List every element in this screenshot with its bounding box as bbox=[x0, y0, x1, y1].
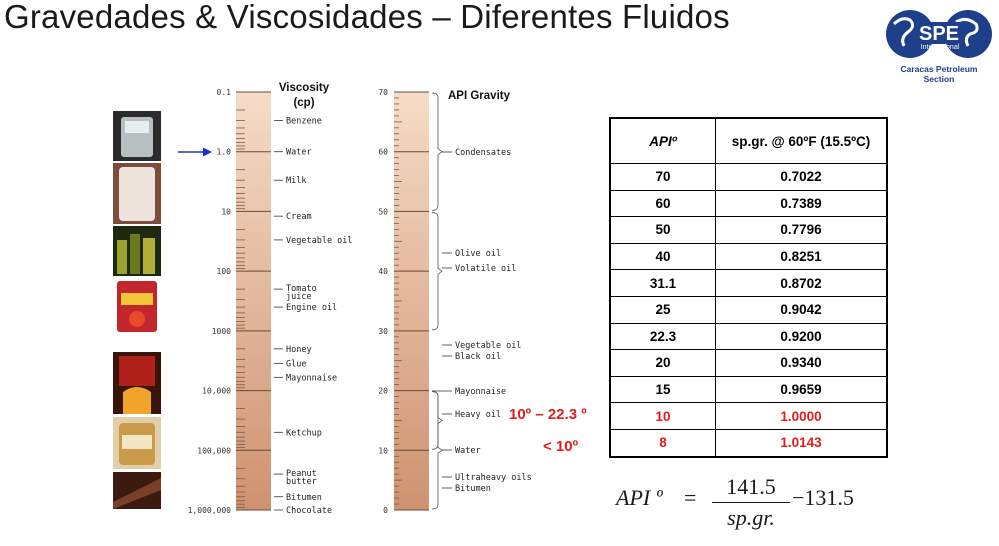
table-row bbox=[610, 217, 887, 244]
formula-fraction-bar bbox=[712, 502, 790, 503]
api-value-cell: 15 bbox=[610, 376, 716, 403]
viscosity-tick-label-5: 10,000 bbox=[202, 386, 231, 396]
sp-gr-value-cell: 0.7022 bbox=[716, 164, 888, 191]
table-row bbox=[610, 164, 887, 191]
viscosity-annotation-2: Milk bbox=[286, 176, 307, 187]
table-row bbox=[610, 296, 887, 323]
api-value-cell: 40 bbox=[610, 243, 716, 270]
api-annotation-7: Water bbox=[455, 446, 481, 456]
api-annotation-8: Ultraheavy oils bbox=[455, 473, 532, 483]
viscosity-tick-label-6: 100,000 bbox=[197, 446, 231, 456]
viscosity-annotation-10: Ketchup bbox=[286, 428, 322, 439]
table-row bbox=[610, 270, 887, 297]
ultraheavy-range-label: < 10º bbox=[543, 438, 579, 455]
viscosity-annotation-0: Benzene bbox=[286, 116, 322, 127]
api-range-bracket-7 bbox=[432, 392, 442, 509]
viscosity-annotation-4: Vegetable oil bbox=[286, 235, 353, 246]
viscosity-annotation-12: Bitumen bbox=[286, 492, 322, 503]
table-row bbox=[610, 323, 887, 350]
table-row bbox=[610, 243, 887, 270]
table-row bbox=[610, 350, 887, 377]
viscosity-annotation-6: Engine oil bbox=[286, 303, 338, 314]
api-annotation-6: Heavy oil bbox=[455, 410, 502, 420]
sp-gr-value-cell: 0.9042 bbox=[716, 296, 888, 323]
water-arrow-icon bbox=[203, 148, 212, 157]
viscosity-annotation-1: Water bbox=[286, 147, 312, 158]
api-value-cell: 22.3 bbox=[610, 323, 716, 350]
table-header-api: APIº bbox=[610, 118, 716, 164]
viscosity-annotation-3: Cream bbox=[286, 212, 312, 223]
table-row bbox=[610, 190, 887, 217]
viscosity-scale-unit: (cp) bbox=[293, 97, 315, 109]
formula-tail: −131.5 bbox=[792, 485, 854, 510]
sp-gr-header-text: sp.gr. @ 60ºF (15.5ºC) bbox=[731, 133, 871, 149]
viscosity-annotation-11: Peanut butter bbox=[286, 469, 317, 488]
api-value-cell: 25 bbox=[610, 296, 716, 323]
table-row bbox=[610, 403, 887, 430]
api-annotation-2: Volatile oil bbox=[455, 264, 517, 274]
api-range-bracket-0 bbox=[432, 93, 442, 210]
logo-caption: Caracas Petroleum Section bbox=[900, 64, 978, 84]
viscosity-tick-label-1: 1.0 bbox=[216, 147, 231, 157]
formula-equals: = bbox=[684, 485, 697, 510]
api-annotation-3: Vegetable oil bbox=[455, 341, 522, 351]
api-annotation-0: Condensates bbox=[455, 148, 512, 158]
sp-gr-value-cell: 0.7796 bbox=[716, 217, 888, 244]
api-tick-label-6: 60 bbox=[378, 147, 388, 157]
heavy-oil-range-label: 10º – 22.3 º bbox=[509, 406, 587, 423]
viscosity-annotation-7: Honey bbox=[286, 344, 312, 355]
sp-gr-value-cell: 0.9659 bbox=[716, 376, 888, 403]
api-value-cell: 8 bbox=[610, 429, 716, 456]
viscosity-tick-label-3: 100 bbox=[216, 267, 231, 277]
api-specific-gravity-table bbox=[609, 117, 888, 458]
api-tick-label-2: 20 bbox=[378, 386, 388, 396]
api-tick-label-0: 0 bbox=[383, 506, 388, 515]
sp-gr-value-cell: 0.9200 bbox=[716, 323, 888, 350]
api-tick-label-5: 50 bbox=[378, 207, 388, 217]
viscosity-annotation-8: Glue bbox=[286, 359, 307, 370]
viscosity-annotation-13: Chocolate bbox=[286, 506, 333, 516]
viscosity-scale-title: Viscosity bbox=[278, 82, 330, 94]
formula-lhs: API º bbox=[616, 485, 663, 510]
api-annotation-1: Olive oil bbox=[455, 249, 502, 259]
api-value-cell: 31.1 bbox=[610, 270, 716, 297]
logo-text: SPE bbox=[918, 23, 960, 45]
viscosity-tick-label-0: 0.1 bbox=[216, 88, 231, 97]
sp-gr-value-cell: 1.0143 bbox=[716, 429, 888, 456]
viscosity-annotation-5: Tomato juice bbox=[286, 284, 317, 303]
table-row bbox=[610, 429, 887, 456]
table-header-sp-gr bbox=[716, 118, 888, 164]
viscosity-tick-label-4: 1000 bbox=[211, 326, 231, 336]
api-tick-label-3: 30 bbox=[378, 326, 388, 336]
formula-denominator: sp.gr. bbox=[727, 505, 775, 530]
api-value-cell: 50 bbox=[610, 217, 716, 244]
sp-gr-value-cell: 0.7389 bbox=[716, 190, 888, 217]
viscosity-tick-label-2: 10 bbox=[221, 207, 231, 217]
api-range-bracket-6 bbox=[432, 392, 442, 450]
sp-gr-value-cell: 1.0000 bbox=[716, 403, 888, 430]
api-value-cell: 60 bbox=[610, 190, 716, 217]
table-row bbox=[610, 376, 887, 403]
api-tick-label-1: 10 bbox=[378, 446, 388, 456]
api-gravity-scale-title: API Gravity bbox=[448, 90, 510, 102]
api-range-bracket-2 bbox=[432, 212, 442, 329]
sp-gr-value-cell: 0.9340 bbox=[716, 350, 888, 377]
api-tick-label-4: 40 bbox=[378, 267, 388, 277]
page-title: Gravedades & Viscosidades – Diferentes Fluidos bbox=[4, 0, 730, 35]
api-annotation-4: Black oil bbox=[455, 352, 502, 362]
sp-gr-value-cell: 0.8702 bbox=[716, 270, 888, 297]
logo-subtext: International bbox=[920, 44, 960, 51]
api-value-cell: 70 bbox=[610, 164, 716, 191]
api-tick-label-7: 70 bbox=[378, 88, 388, 97]
api-value-cell: 10 bbox=[610, 403, 716, 430]
sp-gr-value-cell: 0.8251 bbox=[716, 243, 888, 270]
api-annotation-5: Mayonnaise bbox=[455, 387, 507, 397]
formula-numerator: 141.5 bbox=[726, 474, 776, 499]
api-value-cell: 20 bbox=[610, 350, 716, 377]
api-annotation-9: Bitumen bbox=[455, 484, 491, 494]
viscosity-tick-label-7: 1,000,000 bbox=[187, 506, 231, 515]
viscosity-annotation-9: Mayonnaise bbox=[286, 373, 338, 384]
